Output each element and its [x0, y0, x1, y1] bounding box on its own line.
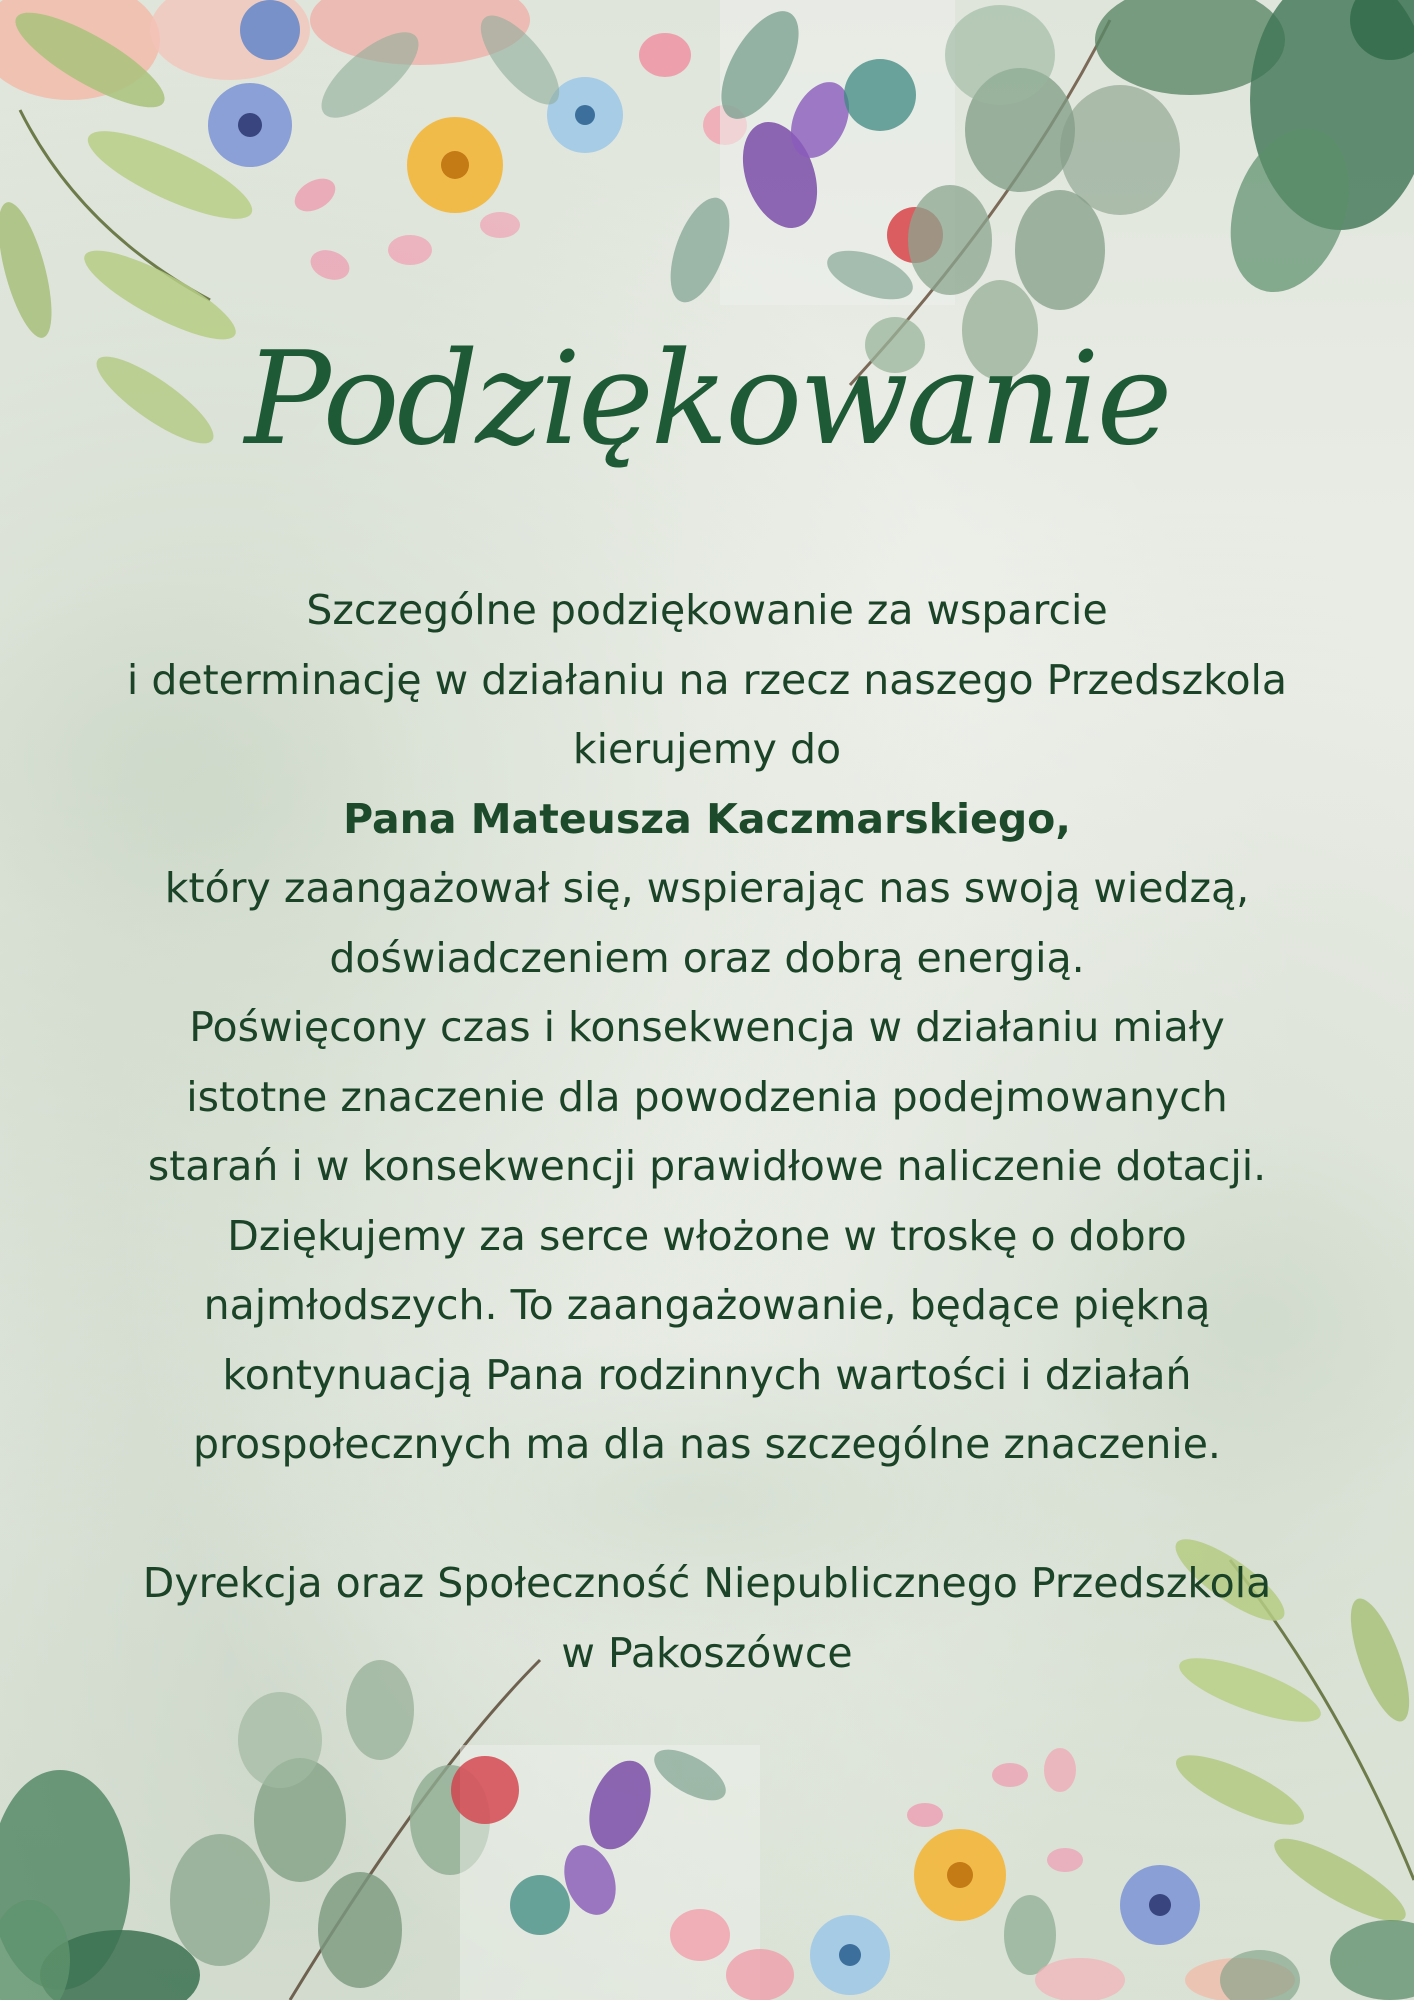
- spacer: [20, 1480, 1394, 1550]
- body-line: który zaangażował się, wspierając nas swoją wiedzą,: [164, 864, 1250, 912]
- body-line: najmłodszych. To zaangażowanie, będące piękną: [203, 1281, 1211, 1329]
- bottom-center-florals-icon: [451, 1739, 1295, 2000]
- body-line: kontynuacją Pana rodzinnych wartości i działań: [222, 1350, 1192, 1399]
- body-line: prospołecznych ma dla nas szczególne znaczenie.: [193, 1420, 1221, 1468]
- letter-body: [20, 576, 1394, 1688]
- body-line: istotne znaczenie dla powodzenia podejmowanych: [186, 1072, 1228, 1121]
- signature-line: Dyrekcja oraz Społeczność Niepublicznego Przedszkola: [142, 1559, 1272, 1607]
- signature-line: w Pakoszówce: [561, 1628, 853, 1677]
- intro-line: Szczególne podziękowanie za wsparcie: [306, 586, 1108, 634]
- intro-line: i determinację w działaniu na rzecz naszego Przedszkola: [126, 655, 1288, 704]
- bottom-left-florals-icon: [0, 1660, 540, 2000]
- body-line: Dziękujemy za serce włożone w troskę o dobro: [227, 1211, 1187, 1260]
- body-line: Poświęcony czas i konsekwencja w działaniu miały: [189, 1003, 1225, 1051]
- page-title: Podziękowanie: [244, 325, 1170, 474]
- intro-line: kierujemy do: [572, 725, 842, 773]
- recipient-name: Pana Mateusza Kaczmarskiego,: [343, 794, 1071, 843]
- body-line: starań i w konsekwencji prawidłowe naliczenie dotacji.: [147, 1142, 1267, 1190]
- body-line: doświadczeniem oraz dobrą energią.: [329, 933, 1085, 982]
